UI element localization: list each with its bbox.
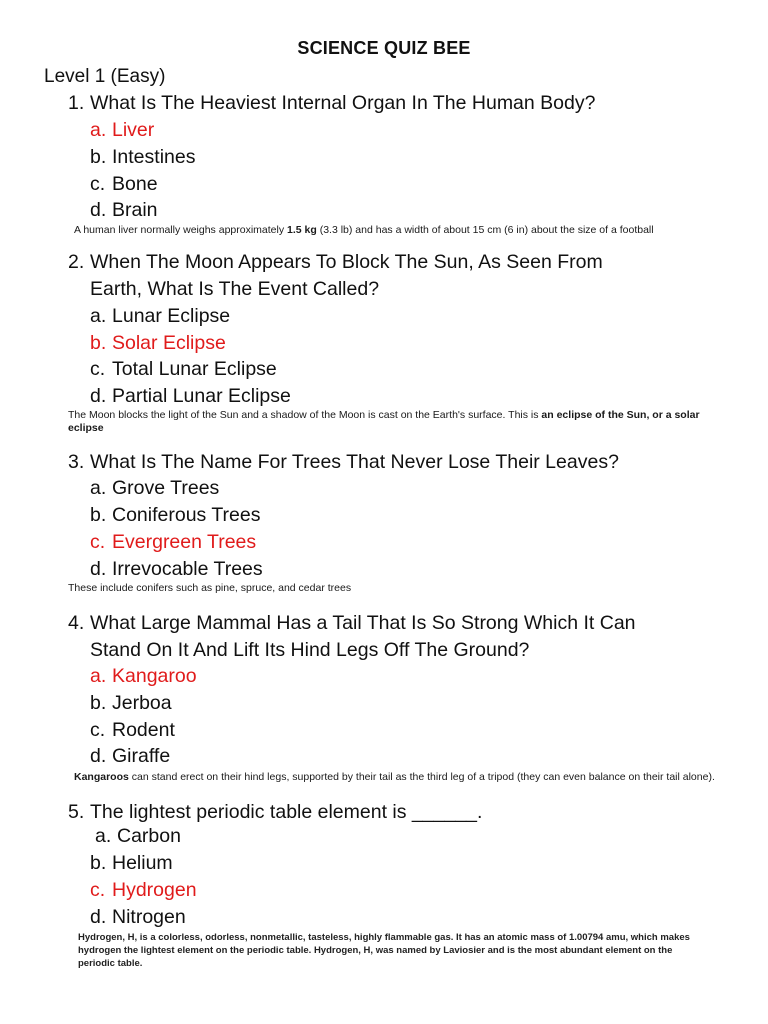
option-text: Helium — [112, 852, 173, 874]
explanation-text: can stand erect on their hind legs, supported by their tail as the third leg of a tripod (they can even balance on their tail alone). — [128, 771, 715, 783]
option-letter: b. — [90, 852, 107, 874]
option-text: Lunar Eclipse — [112, 305, 231, 327]
option-2a — [90, 303, 230, 329]
option-3a — [90, 475, 219, 501]
question-number: 2. — [68, 251, 85, 273]
explanation-text: These include conifers such as pine, spruce, and cedar trees — [68, 582, 352, 594]
question-4 — [68, 610, 728, 664]
page-title: SCIENCE QUIZ BEE — [297, 38, 471, 58]
option-text: Grove Trees — [112, 477, 220, 499]
option-4a — [90, 663, 197, 689]
option-3d — [90, 556, 263, 582]
explanation-text: A human liver normally weighs approximately — [74, 224, 288, 236]
explanation-4 — [74, 771, 724, 784]
option-2d — [90, 383, 291, 409]
level-heading: Level 1 (Easy) — [44, 66, 166, 87]
option-letter: a. — [90, 305, 107, 327]
option-text: Partial Lunar Eclipse — [112, 385, 291, 407]
option-1b — [90, 144, 195, 170]
option-4c — [90, 717, 175, 743]
explanation-5 — [78, 931, 706, 970]
option-text: Nitrogen — [112, 906, 186, 928]
option-letter: a. — [90, 477, 107, 499]
option-text: Brain — [112, 199, 158, 221]
option-letter: a. — [90, 119, 107, 141]
option-text: Rodent — [112, 719, 175, 741]
explanation-text: (3.3 lb) and has a width of about 15 cm (6 in) about the size of a football — [316, 224, 654, 236]
option-1c — [90, 171, 158, 197]
explanation-text: The Moon blocks the light of the Sun and a shadow of the Moon is cast on the Earth's surface. This is — [68, 409, 542, 421]
option-text: Coniferous Trees — [112, 504, 261, 526]
explanation-1 — [74, 224, 730, 237]
question-2 — [68, 249, 728, 303]
option-letter: a. — [90, 665, 107, 687]
option-text: Intestines — [112, 146, 196, 168]
question-number: 3. — [68, 451, 85, 473]
option-letter: c. — [90, 531, 106, 553]
explanation-2 — [68, 409, 718, 434]
option-letter: a. — [95, 825, 112, 847]
option-letter: c. — [90, 879, 106, 901]
explanation-bold: an eclipse of the Sun, or a solar eclipse — [68, 409, 700, 434]
option-letter: b. — [90, 146, 107, 168]
option-text: Evergreen Trees — [112, 531, 257, 553]
option-1d — [90, 197, 158, 223]
question-1 — [68, 90, 728, 117]
question-text: When The Moon Appears To Block The Sun, As Seen From — [90, 251, 603, 273]
explanation-bold: 1.5 kg — [287, 224, 317, 236]
explanation-text: Hydrogen, H, is a colorless, odorless, nonmetallic, tasteless, highly flammable gas. It has an atomic mass of 1.00794 amu, which makes hydrogen the lightest element on the periodic table. Hydrogen, H, was named by Laviosier and is the most abundant element on the periodic table. — [78, 932, 690, 969]
option-letter: d. — [90, 745, 107, 767]
option-text: Jerboa — [112, 692, 172, 714]
option-3c — [90, 529, 256, 555]
option-text: Giraffe — [112, 745, 171, 767]
option-5a — [95, 823, 181, 849]
option-letter: b. — [90, 504, 107, 526]
option-letter: d. — [90, 558, 107, 580]
option-text: Bone — [112, 173, 158, 195]
option-text: Irrevocable Trees — [112, 558, 263, 580]
question-text: What Large Mammal Has a Tail That Is So Strong Which It Can — [90, 612, 636, 634]
question-text-cont: Earth, What Is The Event Called? — [90, 278, 380, 300]
option-text: Total Lunar Eclipse — [112, 358, 277, 380]
option-text: Solar Eclipse — [112, 332, 226, 354]
option-5b — [90, 850, 173, 876]
option-5c — [90, 877, 197, 903]
option-3b — [90, 502, 261, 528]
explanation-3 — [68, 582, 718, 595]
option-text: Hydrogen — [112, 879, 197, 901]
question-number: 1. — [68, 92, 85, 114]
option-text: Carbon — [117, 825, 181, 847]
option-text: Kangaroo — [112, 665, 197, 687]
question-3 — [68, 449, 728, 476]
option-letter: d. — [90, 906, 107, 928]
option-2b — [90, 330, 226, 356]
question-text: The lightest periodic table element is ______. — [90, 801, 483, 823]
question-text: What Is The Heaviest Internal Organ In The Human Body? — [90, 92, 596, 114]
option-4b — [90, 690, 172, 716]
option-letter: d. — [90, 199, 107, 221]
option-letter: c. — [90, 719, 106, 741]
option-letter: b. — [90, 332, 107, 354]
option-4d — [90, 743, 170, 769]
option-letter: c. — [90, 358, 106, 380]
option-letter: d. — [90, 385, 107, 407]
option-letter: c. — [90, 173, 106, 195]
question-number: 4. — [68, 612, 85, 634]
option-1a — [90, 117, 154, 143]
question-text: What Is The Name For Trees That Never Lose Their Leaves? — [90, 451, 619, 473]
question-number: 5. — [68, 801, 85, 823]
option-2c — [90, 356, 277, 382]
option-text: Liver — [112, 119, 155, 141]
option-5d — [90, 904, 186, 930]
explanation-bold: Kangaroos — [74, 771, 129, 783]
question-text-cont: Stand On It And Lift Its Hind Legs Off The Ground? — [90, 639, 530, 661]
option-letter: b. — [90, 692, 107, 714]
question-5 — [68, 799, 728, 826]
